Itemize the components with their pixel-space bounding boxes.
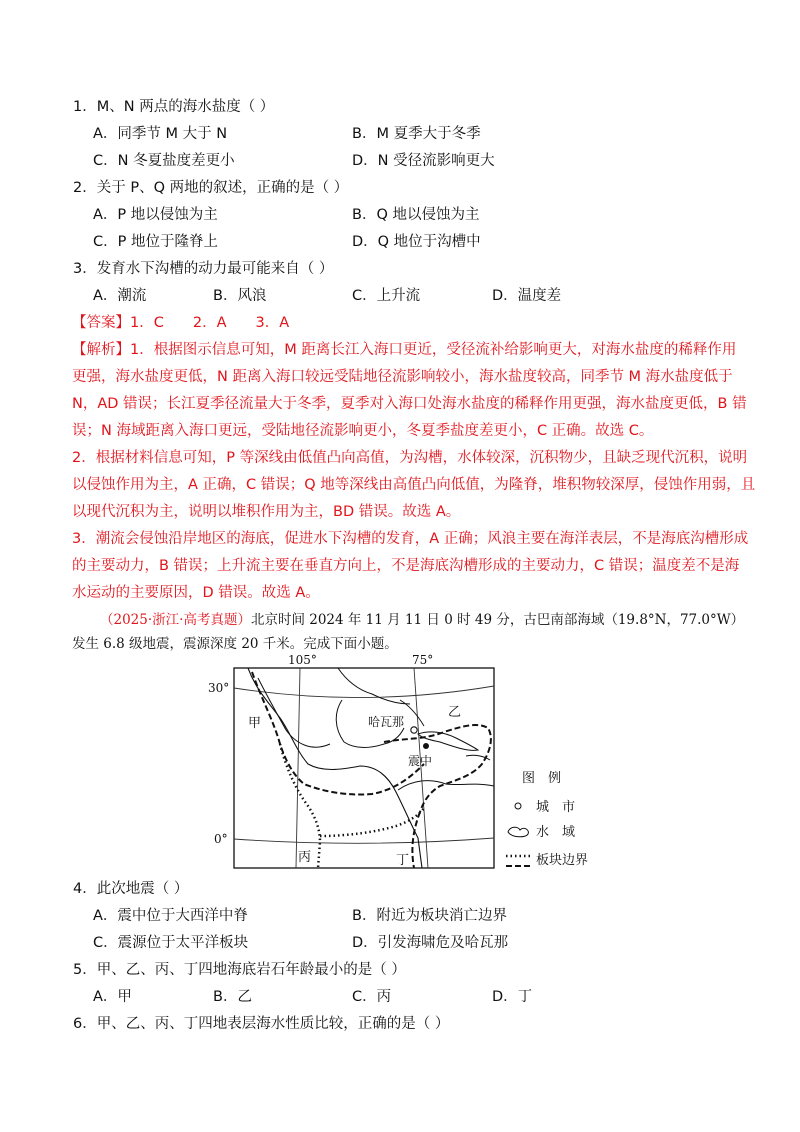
- label-jia: 甲: [248, 716, 262, 731]
- q1-stem: 1．M、N 两点的海水盐度（ ）: [73, 99, 275, 115]
- q4-option-a: A．震中位于大西洋中脊: [93, 908, 248, 924]
- q5-option-d: D．丁: [492, 989, 533, 1005]
- city-marker-havana: [411, 727, 417, 733]
- q1-option-c: C．N 冬夏盐度差更小: [93, 153, 235, 169]
- label-bing: 丙: [298, 850, 312, 865]
- q3-option-c: C．上升流: [352, 288, 421, 304]
- analysis-line: 3．潮流会侵蚀沿岸地区的海底，促进水下沟槽的发育，A 正确；风浪主要在海洋表层，不是海底沟槽形成: [72, 531, 749, 547]
- q1-option-b: B．M 夏季大于冬季: [352, 126, 481, 142]
- map-frame: [234, 668, 494, 868]
- question-source: （2025·浙江·高考真题）: [100, 612, 251, 628]
- analysis-line: 更强，海水盐度更低，N 距离入海口较远受陆地径流影响较小，海水盐度较高，同季节 M 海水盐度低于: [72, 369, 733, 385]
- q5-option-a: A．甲: [93, 989, 132, 1005]
- q2-option-c: C．P 地位于隆脊上: [93, 234, 218, 250]
- plate-boundary-map: [205, 650, 605, 876]
- analysis-line: 误；N 海域距离入海口更远，受陆地径流影响更小，冬夏季盐度差更小，C 正确。故选 C。: [72, 423, 654, 439]
- analysis-line: 【解析】1．根据图示信息可知，M 距离长江入海口更近，受径流补给影响更大，对海水盐度的稀释作用: [72, 342, 737, 358]
- q3-stem: 3．发育水下沟槽的动力最可能来自（ ）: [73, 261, 334, 277]
- q2-option-a: A．P 地以侵蚀为主: [93, 207, 218, 223]
- q4-option-b: B．附近为板块消亡边界: [352, 908, 507, 924]
- label-ding: 丁: [396, 853, 410, 868]
- label-lon-105: 105°: [288, 653, 317, 667]
- analysis-line: 2．根据材料信息可知，P 等深线由低值凸向高值，为沟槽，水体较深，沉积物少，且缺乏现代沉积，说明: [72, 450, 748, 466]
- material-text: 北京时间 2024 年 11 月 11 日 0 时 49 分，古巴南部海域（19.8°N，77.0°W）: [250, 612, 745, 628]
- q1-option-d: D．N 受径流影响更大: [352, 153, 495, 169]
- legend-title: 图 例: [522, 771, 562, 786]
- analysis-line: N，AD 错误；长江夏季径流量大于冬季，夏季对入海口处海水盐度的稀释作用更强，海水盐度更低，B 错: [72, 396, 747, 412]
- label-epicenter: 震中: [408, 754, 433, 768]
- epicenter-marker: [423, 743, 429, 749]
- analysis-line: 水运动的主要原因，D 错误。故选 A。: [72, 585, 320, 601]
- legend-city-icon: [515, 803, 521, 809]
- label-lat-30: 30°: [208, 681, 230, 695]
- legend-water: 水 域: [536, 825, 576, 840]
- q6-stem: 6．甲、乙、丙、丁四地表层海水性质比较，正确的是（ ）: [73, 1016, 450, 1032]
- analysis-line: 以现代沉积为主，说明以堆积作用为主，BD 错误。故选 A。: [72, 504, 461, 520]
- legend-city: 城 市: [536, 800, 576, 815]
- analysis-line: 的主要动力，B 错误；上升流主要在垂直方向上，不是海底沟槽形成的主要动力，C 错误；温度差不是海: [72, 558, 740, 574]
- q5-stem: 5．甲、乙、丙、丁四地海底岩石年龄最小的是（ ）: [73, 962, 406, 978]
- material-line-1: [100, 610, 744, 630]
- q3-option-a: A．潮流: [93, 288, 147, 304]
- legend-boundary: 板块边界: [536, 853, 589, 868]
- q2-option-d: D．Q 地位于沟槽中: [352, 234, 481, 250]
- answer-line: 【答案】1．C 2．A 3．A: [72, 315, 290, 331]
- q4-stem: 4．此次地震（ ）: [73, 881, 189, 897]
- label-havana: 哈瓦那: [368, 715, 405, 729]
- label-yi: 乙: [448, 705, 462, 720]
- legend-water-icon: [508, 827, 528, 837]
- q2-option-b: B．Q 地以侵蚀为主: [352, 207, 480, 223]
- label-lon-75: 75°: [412, 653, 434, 667]
- analysis-line: 以侵蚀作用为主，A 正确，C 错误；Q 地等深线由高值凸向低值，为隆脊，堆积物较深厚，侵蚀作用弱，且: [72, 477, 756, 493]
- q4-option-d: D．引发海啸危及哈瓦那: [352, 935, 509, 951]
- q3-option-d: D．温度差: [492, 288, 562, 304]
- q5-option-b: B．乙: [213, 989, 252, 1005]
- q3-option-b: B．风浪: [213, 288, 267, 304]
- q5-option-c: C．丙: [352, 989, 392, 1005]
- material-line-2: 发生 6.8 级地震，震源深度 20 千米。完成下面小题。: [72, 636, 398, 652]
- q1-option-a: A．同季节 M 大于 N: [93, 126, 228, 142]
- q4-option-c: C．震源位于太平洋板块: [93, 935, 249, 951]
- label-lat-0: 0°: [214, 832, 228, 846]
- q2-stem: 2．关于 P、Q 两地的叙述，正确的是（ ）: [73, 180, 349, 196]
